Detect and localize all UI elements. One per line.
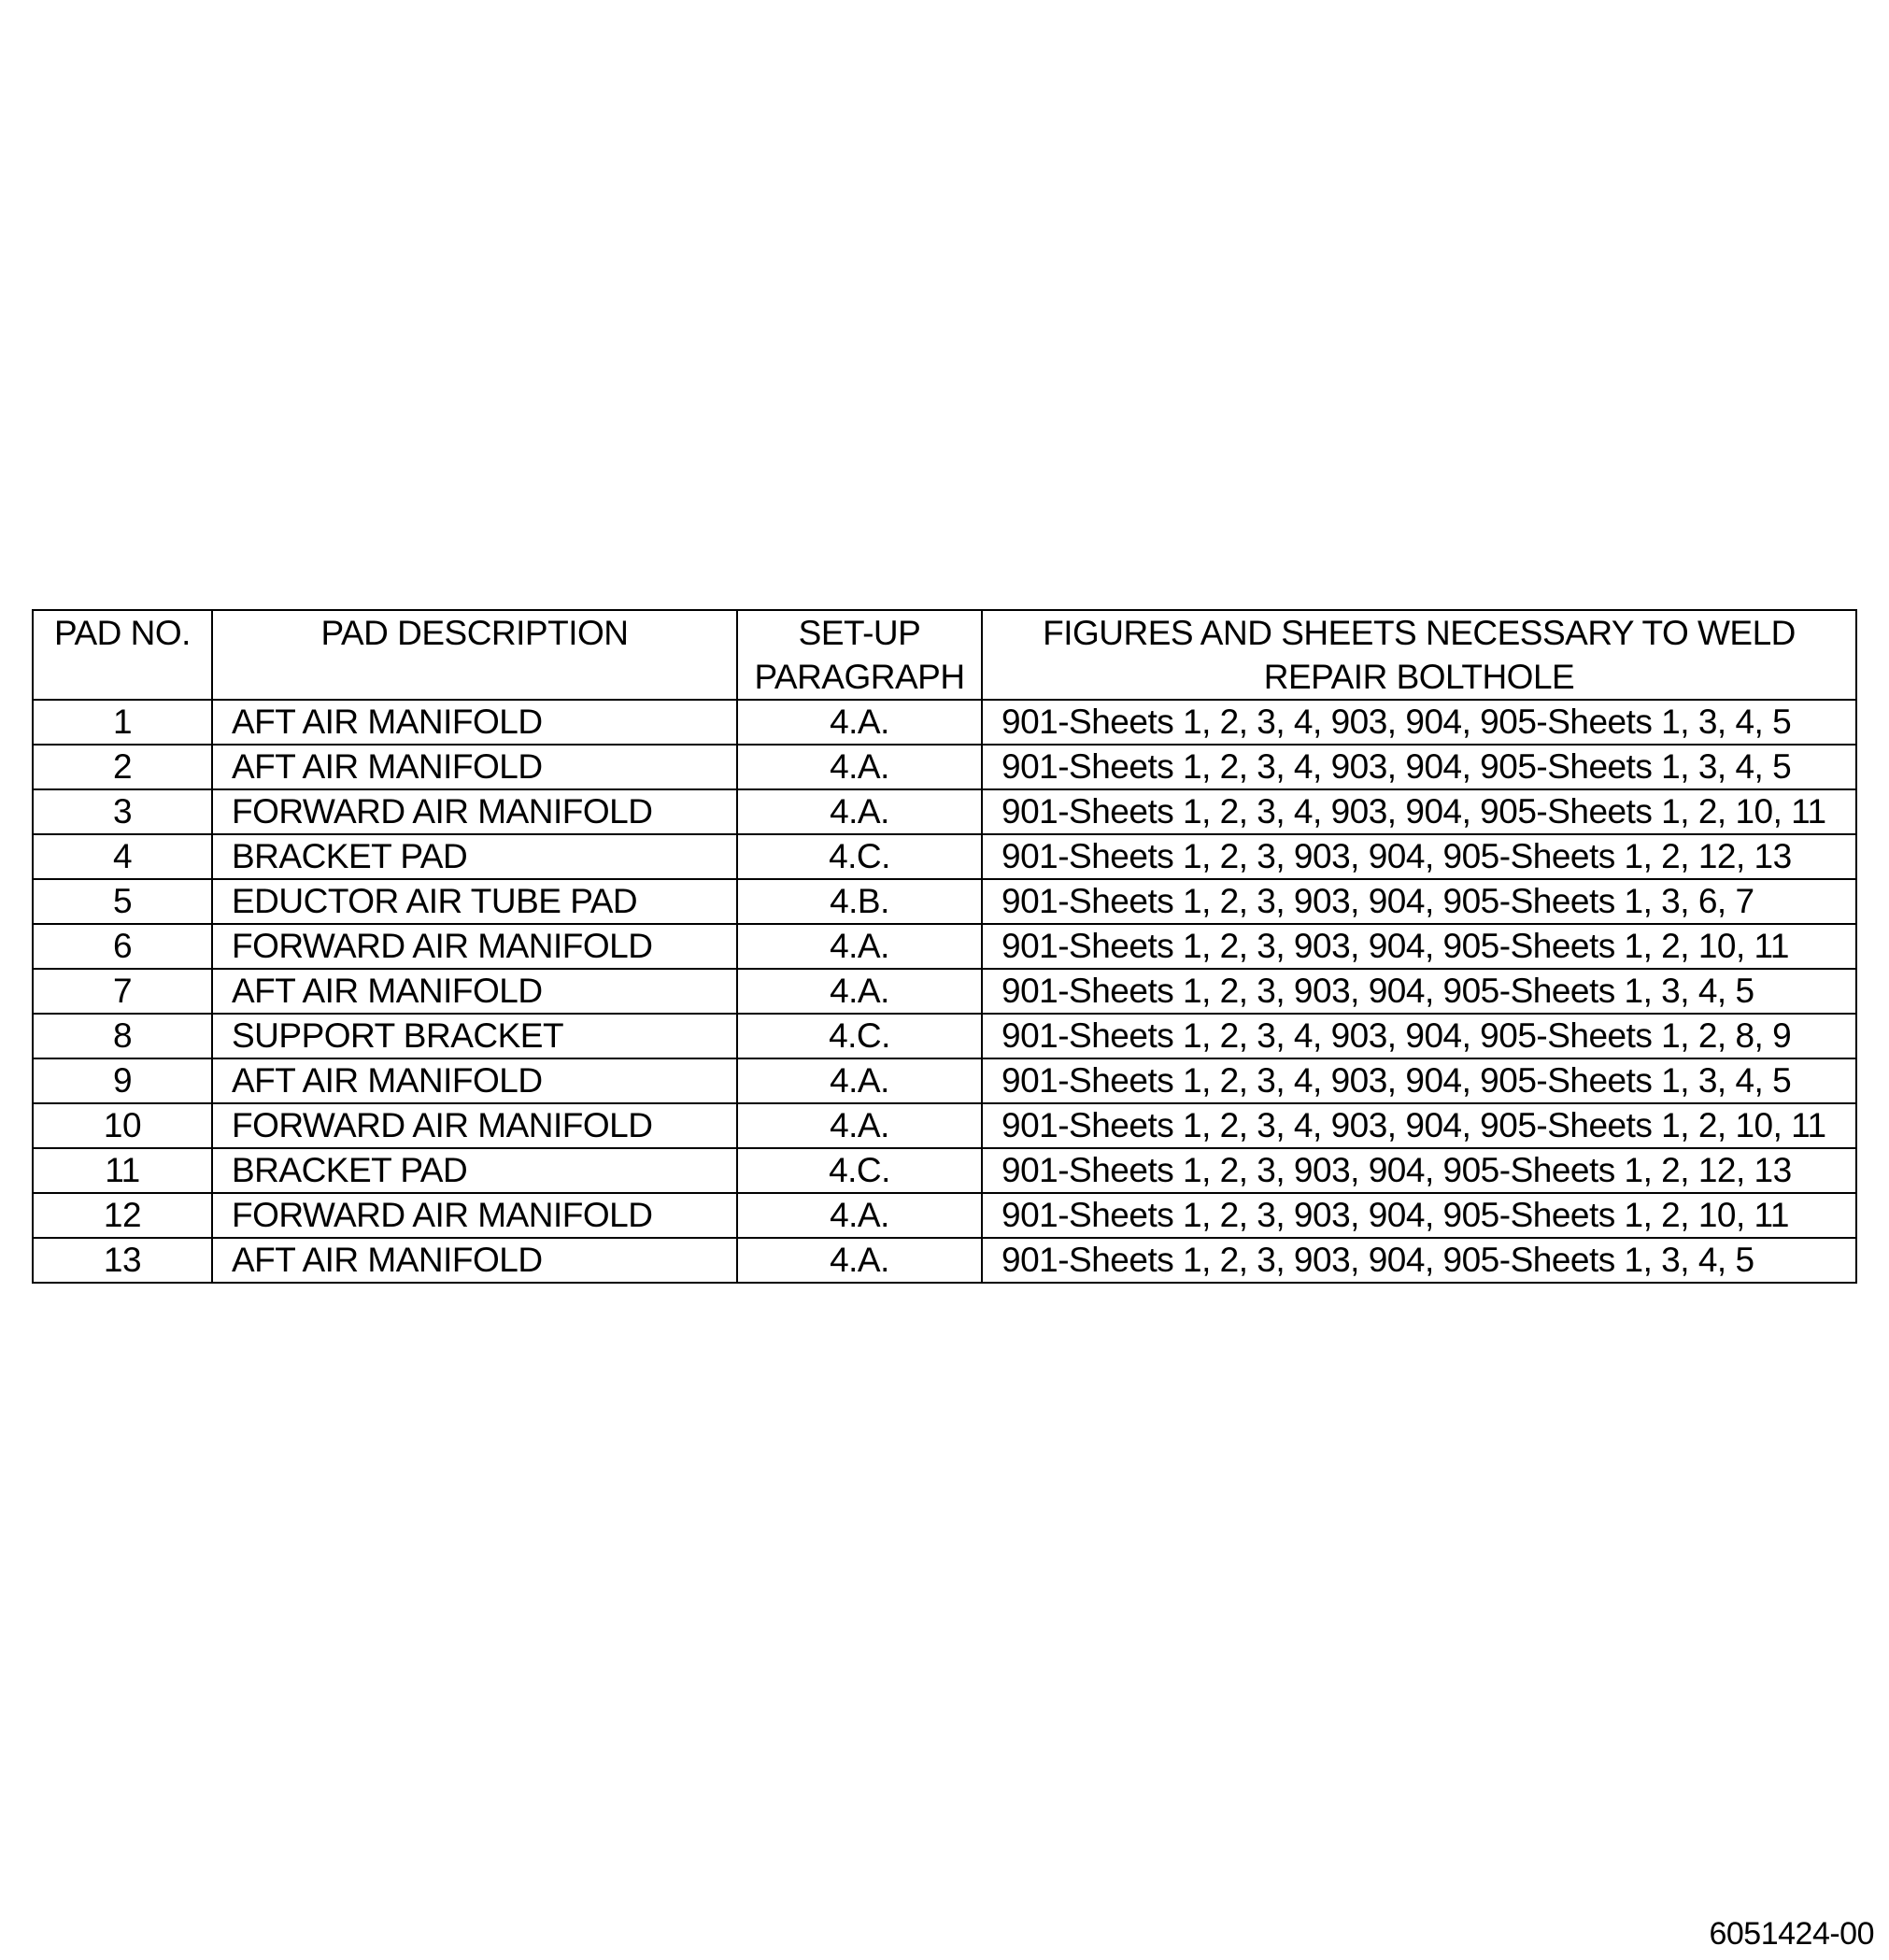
- header-figures-sheets: [982, 610, 1856, 700]
- header-pad-no-label: PAD NO.: [54, 614, 191, 652]
- table-row: [33, 924, 1856, 969]
- header-setup-line2: PARAGRAPH: [754, 658, 965, 696]
- cell-figures-sheets: 901-Sheets 1, 2, 3, 4, 903, 904, 905-Sheets 1, 3, 4, 5: [982, 1058, 1856, 1103]
- table-row: [33, 1058, 1856, 1103]
- cell-pad-no: 2: [33, 745, 212, 789]
- cell-setup-paragraph: 4.C.: [737, 834, 982, 879]
- header-figures-line2: REPAIR BOLTHOLE: [1263, 658, 1575, 696]
- cell-setup-paragraph: 4.A.: [737, 745, 982, 789]
- cell-pad-description: SUPPORT BRACKET: [212, 1014, 737, 1058]
- cell-setup-paragraph: 4.A.: [737, 969, 982, 1014]
- header-pad-description: [212, 610, 737, 700]
- cell-pad-no: 8: [33, 1014, 212, 1058]
- cell-setup-paragraph: 4.A.: [737, 1238, 982, 1283]
- cell-pad-description: FORWARD AIR MANIFOLD: [212, 1193, 737, 1238]
- table-row: [33, 1103, 1856, 1148]
- cell-pad-no: 10: [33, 1103, 212, 1148]
- cell-setup-paragraph: 4.A.: [737, 1103, 982, 1148]
- table-header: [33, 610, 1856, 700]
- cell-pad-description: AFT AIR MANIFOLD: [212, 700, 737, 745]
- cell-pad-description: BRACKET PAD: [212, 1148, 737, 1193]
- header-pad-description-label: PAD DESCRIPTION: [320, 614, 629, 652]
- header-setup-paragraph: [737, 610, 982, 700]
- header-figures-line1: FIGURES AND SHEETS NECESSARY TO WELD: [1043, 614, 1796, 652]
- cell-pad-description: FORWARD AIR MANIFOLD: [212, 924, 737, 969]
- cell-pad-no: 9: [33, 1058, 212, 1103]
- cell-setup-paragraph: 4.B.: [737, 879, 982, 924]
- header-pad-no: [33, 610, 212, 700]
- table-row: [33, 700, 1856, 745]
- cell-figures-sheets: 901-Sheets 1, 2, 3, 903, 904, 905-Sheets 1, 2, 10, 11: [982, 924, 1856, 969]
- cell-setup-paragraph: 4.A.: [737, 1058, 982, 1103]
- cell-figures-sheets: 901-Sheets 1, 2, 3, 4, 903, 904, 905-Sheets 1, 2, 10, 11: [982, 789, 1856, 834]
- cell-pad-no: 6: [33, 924, 212, 969]
- cell-figures-sheets: 901-Sheets 1, 2, 3, 4, 903, 904, 905-Sheets 1, 3, 4, 5: [982, 700, 1856, 745]
- cell-setup-paragraph: 4.A.: [737, 789, 982, 834]
- cell-setup-paragraph: 4.C.: [737, 1148, 982, 1193]
- table-row: [33, 789, 1856, 834]
- document-id: 6051424-00: [1709, 1916, 1874, 1952]
- table-row: [33, 879, 1856, 924]
- cell-figures-sheets: 901-Sheets 1, 2, 3, 903, 904, 905-Sheets 1, 2, 12, 13: [982, 1148, 1856, 1193]
- header-row: [33, 610, 1856, 700]
- cell-setup-paragraph: 4.A.: [737, 700, 982, 745]
- cell-pad-no: 5: [33, 879, 212, 924]
- cell-pad-no: 4: [33, 834, 212, 879]
- table-row: [33, 969, 1856, 1014]
- cell-pad-no: 7: [33, 969, 212, 1014]
- cell-setup-paragraph: 4.A.: [737, 924, 982, 969]
- cell-figures-sheets: 901-Sheets 1, 2, 3, 4, 903, 904, 905-Sheets 1, 3, 4, 5: [982, 745, 1856, 789]
- cell-pad-description: AFT AIR MANIFOLD: [212, 1058, 737, 1103]
- cell-figures-sheets: 901-Sheets 1, 2, 3, 4, 903, 904, 905-Sheets 1, 2, 8, 9: [982, 1014, 1856, 1058]
- table-row: [33, 1148, 1856, 1193]
- cell-pad-no: 13: [33, 1238, 212, 1283]
- cell-pad-no: 3: [33, 789, 212, 834]
- cell-pad-no: 11: [33, 1148, 212, 1193]
- table-body: [33, 700, 1856, 1283]
- cell-pad-no: 1: [33, 700, 212, 745]
- cell-pad-description: AFT AIR MANIFOLD: [212, 745, 737, 789]
- table-row: [33, 745, 1856, 789]
- cell-figures-sheets: 901-Sheets 1, 2, 3, 903, 904, 905-Sheets 1, 2, 12, 13: [982, 834, 1856, 879]
- cell-pad-description: EDUCTOR AIR TUBE PAD: [212, 879, 737, 924]
- cell-pad-no: 12: [33, 1193, 212, 1238]
- table-row: [33, 1014, 1856, 1058]
- cell-figures-sheets: 901-Sheets 1, 2, 3, 4, 903, 904, 905-Sheets 1, 2, 10, 11: [982, 1103, 1856, 1148]
- cell-setup-paragraph: 4.C.: [737, 1014, 982, 1058]
- cell-pad-description: AFT AIR MANIFOLD: [212, 1238, 737, 1283]
- cell-pad-description: BRACKET PAD: [212, 834, 737, 879]
- cell-figures-sheets: 901-Sheets 1, 2, 3, 903, 904, 905-Sheets 1, 3, 4, 5: [982, 969, 1856, 1014]
- table-row: [33, 1238, 1856, 1283]
- cell-figures-sheets: 901-Sheets 1, 2, 3, 903, 904, 905-Sheets 1, 3, 4, 5: [982, 1238, 1856, 1283]
- table-row: [33, 834, 1856, 879]
- cell-pad-description: FORWARD AIR MANIFOLD: [212, 1103, 737, 1148]
- pad-repair-table: [32, 609, 1857, 1284]
- cell-pad-description: FORWARD AIR MANIFOLD: [212, 789, 737, 834]
- cell-figures-sheets: 901-Sheets 1, 2, 3, 903, 904, 905-Sheets 1, 3, 6, 7: [982, 879, 1856, 924]
- table-row: [33, 1193, 1856, 1238]
- cell-setup-paragraph: 4.A.: [737, 1193, 982, 1238]
- header-setup-line1: SET-UP: [798, 614, 921, 652]
- cell-figures-sheets: 901-Sheets 1, 2, 3, 903, 904, 905-Sheets 1, 2, 10, 11: [982, 1193, 1856, 1238]
- cell-pad-description: AFT AIR MANIFOLD: [212, 969, 737, 1014]
